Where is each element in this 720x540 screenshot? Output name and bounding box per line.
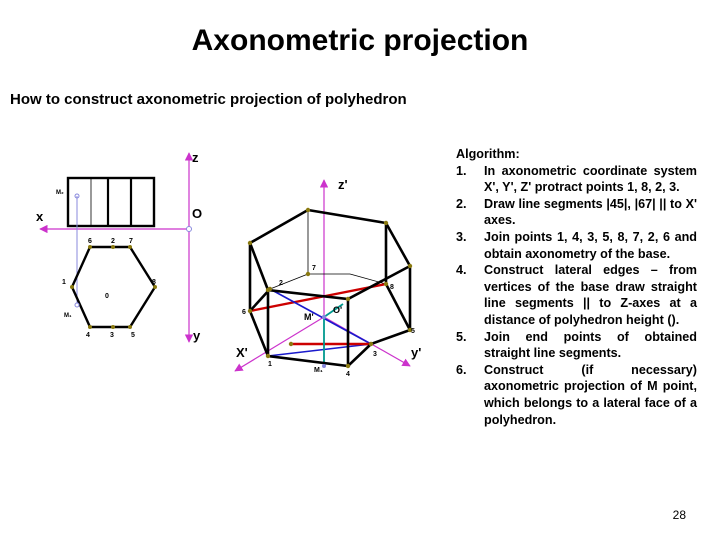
- axon-origin-label: O': [333, 305, 343, 315]
- step-number: 4.: [456, 263, 467, 278]
- vertex-dot: [346, 364, 350, 368]
- vertex-dot: [128, 245, 132, 249]
- step-number: 6.: [456, 362, 467, 377]
- ortho-label-4: 4: [86, 332, 90, 339]
- step-number: 5.: [456, 329, 467, 344]
- vertex-dot: [111, 325, 115, 329]
- ortho-label-8: 8: [152, 279, 156, 286]
- algorithm-step: [456, 329, 697, 362]
- vertex-dot: [128, 325, 132, 329]
- axon-label-2: 2: [279, 280, 283, 287]
- slide-title: Axonometric projection: [191, 24, 529, 57]
- axon-label-5: 5: [411, 328, 415, 335]
- algorithm-step: [456, 163, 697, 196]
- ortho-origin-label: O: [192, 206, 203, 221]
- algorithm-text: [456, 146, 697, 428]
- orthographic-views: [36, 150, 202, 343]
- vertex-dot: [289, 342, 293, 346]
- vertex-dot: [384, 282, 388, 286]
- vertex-dot: [306, 272, 310, 276]
- vertex-dot: [88, 245, 92, 249]
- axon-label-4: 4: [346, 371, 350, 378]
- step-text: Join end points of obtained straight line segments.: [484, 329, 697, 361]
- point-m-dot: [322, 315, 326, 319]
- axon-x-label: X': [236, 345, 248, 360]
- step-text: In axonometric coordinate system X', Y', Z' protract points 1, 8, 2, 3.: [484, 163, 697, 195]
- step-text: Draw line segments |45|, |67| || to X' axes.: [484, 196, 697, 228]
- vertex-dot: [306, 208, 310, 212]
- vertex-dot: [369, 342, 373, 346]
- blue-segment-45: [268, 344, 371, 356]
- ortho-center-label: 0: [105, 293, 109, 300]
- vertex-dot: [384, 221, 388, 225]
- step-text: Join points 1, 4, 3, 5, 8, 7, 2, 6 and obtain axonometry of the base.: [484, 229, 697, 261]
- point-m2-label: M₂: [56, 190, 64, 196]
- axon-m-label: M': [304, 312, 314, 322]
- vertex-dot: [248, 241, 252, 245]
- vertex-dot: [248, 309, 252, 313]
- ortho-label-6: 6: [88, 238, 92, 245]
- algorithm-step: [456, 262, 697, 328]
- vertex-dot: [88, 325, 92, 329]
- vertex-dot: [70, 285, 74, 289]
- axonometric-view: [235, 177, 421, 378]
- top-view: [62, 238, 157, 339]
- algorithm-step: [456, 362, 697, 428]
- ortho-label-7: 7: [129, 238, 133, 245]
- ortho-label-3: 3: [110, 332, 114, 339]
- axon-y-label: y': [411, 345, 422, 360]
- front-view-outline: [68, 178, 154, 226]
- axon-label-8: 8: [390, 284, 394, 291]
- ortho-z-label: z: [192, 150, 199, 165]
- axon-label-1: 1: [268, 361, 272, 368]
- axon-z-label: z': [338, 177, 348, 192]
- ortho-label-2: 2: [111, 238, 115, 245]
- point-m1-dot: [75, 303, 79, 307]
- vertex-dot: [408, 264, 412, 268]
- vertex-dot: [266, 354, 270, 358]
- axon-label-7: 7: [312, 265, 316, 272]
- ortho-label-5: 5: [131, 332, 135, 339]
- axon-label-3: 3: [373, 351, 377, 358]
- page-number: 28: [672, 508, 686, 522]
- ortho-y-label: y: [193, 328, 201, 343]
- axon-m1-label: M₁: [314, 367, 323, 374]
- algorithm-step: [456, 196, 697, 229]
- axon-label-6: 6: [242, 309, 246, 316]
- top-view-outline: [72, 247, 155, 327]
- vertex-dot: [268, 287, 272, 291]
- vertex-dot: [111, 245, 115, 249]
- slide-subtitle: How to construct axonometric projection of polyhedron: [10, 91, 407, 108]
- ortho-origin-dot: [187, 227, 192, 232]
- step-text: Construct lateral edges – from vertices of the base draw straight line segments || to Z-axes at a distance of polyhedron height ().: [484, 263, 697, 327]
- ortho-m1-label: M₁: [64, 313, 72, 319]
- step-number: 3.: [456, 229, 467, 244]
- algorithm-heading: Algorithm:: [456, 147, 520, 161]
- vertex-dot: [346, 297, 350, 301]
- hidden-edge: [270, 274, 308, 289]
- step-text: Construct (if necessary) axonometric projection of M point, which belongs to a lateral face of a polyhedron.: [484, 362, 697, 427]
- algorithm-step: [456, 229, 697, 262]
- step-number: 2.: [456, 196, 467, 211]
- ortho-x-label: x: [36, 209, 44, 224]
- ortho-label-1: 1: [62, 279, 66, 286]
- step-number: 1.: [456, 163, 467, 178]
